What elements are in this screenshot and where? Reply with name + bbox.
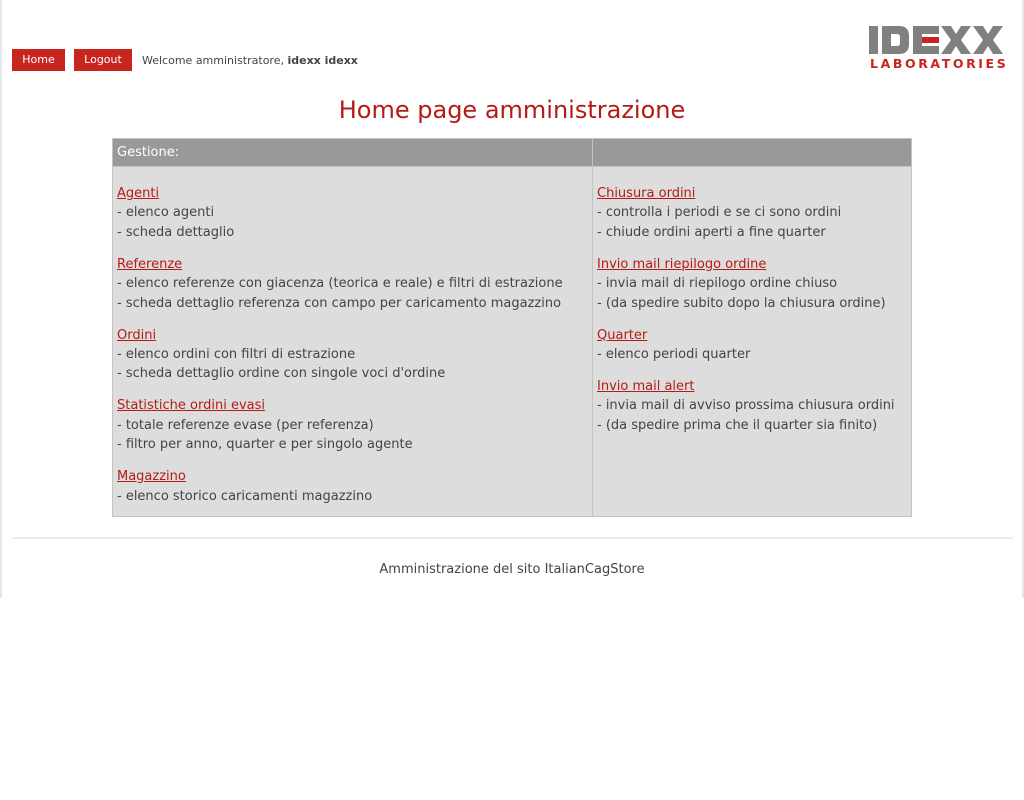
link-magazzino[interactable]: Magazzino [117,469,186,485]
panel-header [113,139,911,167]
page-title: Home page amministrazione [338,96,686,124]
section-line: - invia mail di avviso prossima chiusura ordini [597,398,895,414]
home-button[interactable]: Home [12,49,65,71]
section-line: - scheda dettaglio referenza con campo per caricamento magazzino [117,295,562,311]
section-line: - elenco referenze con giacenza (teorica e reale) e filtri di estrazione [117,276,563,292]
section-line: - controlla i periodi e se ci sono ordini [597,205,842,221]
section-referenze [117,255,587,313]
footer-divider [12,537,1013,539]
section-line: - elenco storico caricamenti magazzino [117,488,373,504]
panel-header-label: Gestione: [113,139,593,167]
link-ordini[interactable]: Ordini [117,327,157,343]
section-statistiche [117,396,587,454]
top-nav [12,49,358,71]
section-line: - chiude ordini aperti a fine quarter [597,224,826,240]
footer-text: Amministrazione del sito ItalianCagStore [379,562,645,577]
link-invio-mail-riepilogo-ordine[interactable]: Invio mail riepilogo ordine [597,256,767,272]
right-column [597,184,907,448]
section-line: - elenco agenti [117,205,215,221]
section-agenti [117,184,587,242]
link-quarter[interactable]: Quarter [597,327,648,343]
section-quarter [597,326,907,365]
section-chiusura-ordini [597,184,907,242]
column-divider [592,167,593,516]
logout-button[interactable]: Logout [74,49,132,71]
section-line: - (da spedire subito dopo la chiusura ordine) [597,295,886,311]
welcome-text [142,54,358,67]
link-referenze[interactable]: Referenze [117,256,183,272]
welcome-user: idexx idexx [287,53,358,67]
logo-wordmark [869,26,1013,54]
section-magazzino [117,467,587,506]
section-line: - totale referenze evase (per referenza) [117,417,374,433]
section-line: - (da spedire prima che il quarter sia finito) [597,417,878,433]
idexx-logo [869,26,1013,70]
section-line: - elenco ordini con filtri di estrazione [117,347,356,363]
section-invio-mail-riepilogo [597,255,907,313]
management-panel [112,138,912,517]
section-line: - scheda dettaglio ordine con singole voci d'ordine [117,366,446,382]
section-ordini [117,326,587,384]
section-line: - elenco periodi quarter [597,347,751,363]
link-invio-mail-alert[interactable]: Invio mail alert [597,379,695,395]
link-agenti[interactable]: Agenti [117,186,160,201]
welcome-prefix: Welcome amministratore, [142,53,284,67]
left-column [117,184,587,519]
link-statistiche-ordini-evasi[interactable]: Statistiche ordini evasi [117,398,265,414]
section-line: - scheda dettaglio [117,224,235,240]
section-invio-mail-alert [597,377,907,435]
logo-subtitle: LABORATORIES [870,56,1009,71]
section-line: - invia mail di riepilogo ordine chiuso [597,276,838,292]
link-chiusura-ordini[interactable]: Chiusura ordini [597,186,696,201]
section-line: - filtro per anno, quarter e per singolo agente [117,437,413,453]
